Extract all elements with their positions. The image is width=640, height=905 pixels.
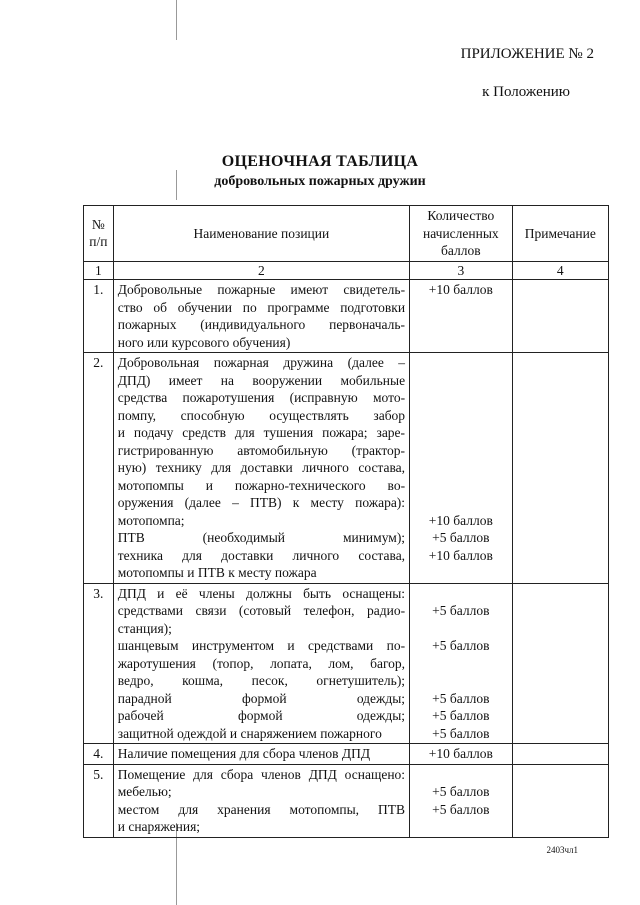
note-cell — [512, 583, 608, 744]
note-cell — [512, 744, 608, 765]
points-value: +5 баллов — [432, 638, 490, 653]
header-name: Наименование позиции — [113, 206, 409, 262]
description-line: ного или курсового обучения) — [117, 334, 291, 350]
document-title: ОЦЕНОЧНАЯ ТАБЛИЦА — [221, 153, 419, 170]
description-line: Наличие помещения для сбора членов ДПД — [117, 746, 371, 761]
points-value: +5 баллов — [432, 725, 490, 741]
points-value — [414, 354, 508, 372]
points-value — [414, 818, 508, 836]
points-value: +5 баллов — [432, 603, 490, 618]
points-value: +10 баллов — [428, 746, 493, 761]
footer-code: 2403чл1 — [546, 845, 578, 855]
points-value: +5 баллов — [432, 708, 490, 723]
description-line: средствами связи (сотовый телефон, радио- — [117, 603, 406, 618]
points-cell — [410, 353, 513, 584]
description-line: гистрированную автомобильную (трактор- — [117, 442, 406, 458]
points-value — [414, 334, 508, 352]
description-line: мебелью; — [117, 784, 172, 799]
description-line: ную) технику для доставки личного состава, — [117, 460, 406, 475]
table-row — [84, 764, 609, 837]
points-value — [414, 299, 508, 317]
points-value — [414, 564, 508, 582]
points-value: +5 баллов — [432, 784, 490, 799]
col-number: 3 — [410, 261, 513, 280]
description-line: ДПД и её члены должны быть оснащены: — [117, 585, 406, 601]
appendix-label: ПРИЛОЖЕНИЕ № 2 — [460, 46, 594, 62]
regulation-reference: к Положению — [482, 84, 570, 100]
description-line: Помещение для сбора членов ДПД оснащено: — [117, 766, 406, 782]
description-line: и подачу средств для тушения пожара; заре- — [117, 425, 406, 440]
points-value: +10 баллов — [428, 512, 493, 528]
note-cell — [512, 280, 608, 353]
points-cell — [410, 744, 513, 765]
table-row — [84, 744, 609, 765]
description-line: средства пожаротушения (исправную мото- — [117, 390, 406, 405]
points-cell — [410, 280, 513, 353]
header-num: № п/п — [84, 206, 114, 262]
points-value: +10 баллов — [428, 547, 493, 563]
points-value: +5 баллов — [432, 530, 490, 545]
header-points: Количество начисленных баллов — [410, 206, 513, 262]
points-value — [414, 316, 508, 334]
column-number-row — [84, 261, 609, 280]
row-number: 5. — [84, 764, 114, 837]
points-value — [414, 442, 508, 460]
description-line: ПТВ (необходимый минимум); — [117, 530, 406, 545]
col-number: 1 — [84, 261, 114, 280]
points-value — [414, 620, 508, 638]
description-line: рабочей формой одежды; — [117, 708, 406, 723]
points-value — [414, 459, 508, 477]
description-line: шанцевым инструментом и средствами по- — [117, 638, 406, 653]
description-line: и снаряжения; — [117, 819, 201, 834]
description-line: Добровольные пожарные имеют свидетель- — [117, 282, 406, 297]
description-line: местом для хранения мотопомпы, ПТВ — [117, 801, 406, 817]
evaluation-table — [83, 205, 609, 838]
description-line: оружения (далее – ПТВ) к месту пожара): — [117, 495, 406, 510]
table-row — [84, 353, 609, 584]
description-line: ДПД) имеет на вооружении мобильные — [117, 372, 406, 388]
points-value — [414, 585, 508, 603]
points-value — [414, 494, 508, 512]
points-value: +5 баллов — [432, 690, 490, 706]
table-row — [84, 583, 609, 744]
table-body — [84, 280, 609, 838]
row-number: 3. — [84, 583, 114, 744]
description-line: мотопомпы и пожарно-технического во- — [117, 477, 406, 493]
col-number: 4 — [512, 261, 608, 280]
position-description — [113, 583, 409, 744]
points-value — [414, 672, 508, 690]
note-cell — [512, 764, 608, 837]
description-line: станция); — [117, 620, 172, 636]
document-subtitle: добровольных пожарных дружин — [214, 174, 426, 189]
note-cell — [512, 353, 608, 584]
description-line: ведро, кошма, песок, огнетушитель); — [117, 673, 406, 688]
row-number: 1. — [84, 280, 114, 353]
position-description — [113, 353, 409, 584]
points-value — [414, 655, 508, 673]
table-row — [84, 280, 609, 353]
row-number: 4. — [84, 744, 114, 765]
table-header-row — [84, 206, 609, 262]
description-line: пожарных (индивидуального первоначаль- — [117, 317, 406, 332]
points-value — [414, 389, 508, 407]
points-value: +10 баллов — [428, 282, 493, 297]
points-cell — [410, 583, 513, 744]
description-line: жаротушения (топор, лопата, лом, багор, — [117, 655, 406, 671]
points-value — [414, 407, 508, 425]
description-line: техника для доставки личного состава, — [117, 547, 406, 563]
position-description — [113, 744, 409, 765]
description-line: мотопомпа; — [117, 512, 185, 528]
points-value: +5 баллов — [432, 801, 490, 817]
description-line: ство об обучении по программе подготовки — [117, 299, 406, 315]
description-line: защитной одеждой и снаряжением пожарного — [117, 725, 382, 741]
binding-mark-top — [176, 0, 177, 40]
description-line: мотопомпы и ПТВ к месту пожара — [117, 565, 317, 580]
col-number: 2 — [113, 261, 409, 280]
description-line: Добровольная пожарная дружина (далее – — [117, 355, 406, 370]
points-cell — [410, 764, 513, 837]
points-value — [414, 477, 508, 495]
position-description — [113, 280, 409, 353]
row-number: 2. — [84, 353, 114, 584]
points-value — [414, 766, 508, 784]
header-note: Примечание — [512, 206, 608, 262]
points-value — [414, 372, 508, 390]
points-value — [414, 424, 508, 442]
description-line: парадной формой одежды; — [117, 690, 406, 706]
description-line: помпу, способную осуществлять забор — [117, 407, 406, 423]
position-description — [113, 764, 409, 837]
